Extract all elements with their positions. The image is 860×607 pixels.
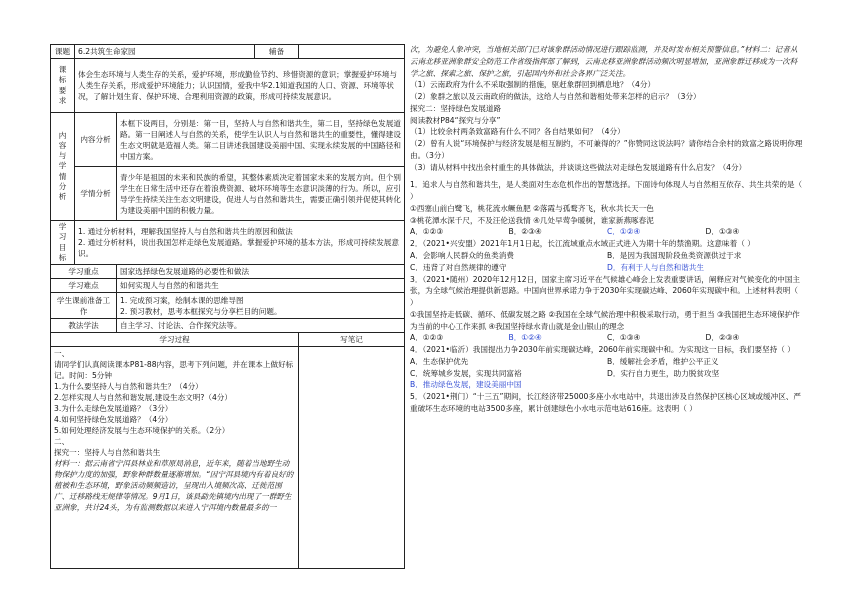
mc4-option-b: B．推动绿色发展，建设美丽中国 [410,380,522,390]
content-analysis-label: 内容分析 [75,113,117,167]
mc1-options [410,226,804,238]
mc4-option-d: D．实行自力更生，助力脱贫攻坚 [607,368,720,378]
preparation-item: 1. 完成预习案，绘制本课的思维导图 [120,295,244,305]
analysis-label: 内容与学情分析 [51,113,75,221]
mc1-option-a: A．①②③ [410,227,444,237]
mc3-option-a: A．①②③ [410,333,444,343]
mc4-option-c: C．统筹城乡发展，实现共同富裕 [410,368,522,378]
mc1-statements-b: ③桃花潭水深千尺，不及汪伦送我情 ④几处早莺争暖树，谁家新燕啄春泥 [410,215,654,225]
process-line: 1.为什么要坚持人与自然和谐共生？（4分） [54,382,203,391]
mc2-option-a: A．会影响人民群众的鱼类消费 [410,251,514,261]
mc4-option-b-alt: B．缓解社会矛盾，维护公平正义 [607,356,719,366]
preparation-list [117,293,405,319]
process-line: 3.为什么走绿色发展道路？（3分） [54,404,173,413]
objective-item: 2. 通过分析材料，说出我国怎样走绿色发展道路。掌握爱护环境的基本方法，形成可持续发展意识。 [78,238,399,258]
process-line: 2.怎样实现人与自然和谐发展,建设生态文明?（4分） [54,393,232,402]
mc2-options-row1 [410,250,804,262]
lesson-plan-table [50,44,404,564]
mc4-options-row2 [410,368,804,380]
mc1-option-c: C．①②④ [607,227,641,237]
objectives-label: 学习目标 [51,221,75,265]
mc3-option-d: D．②③④ [705,333,740,343]
process-line: 二、 [54,437,70,446]
process-line: 5.如何处理经济发展与生态环境保护的关系。（2分） [54,426,230,435]
mc1-stem: 1．追求人与自然和谐共生，是人类面对生态危机作出的智慧选择。下面诗句体现人与自然相互依存、共生共荣的是（ ） [410,180,803,202]
question-2: （2）象群之旅以及云南政府的做法，这给人与自然和谐相处带来怎样的启示？（3分） [410,92,701,102]
preparation-item: 2. 预习教材，思考本框探究与分享栏目的问题。 [120,306,282,316]
inquiry-2-reading: 阅读教材P84“探究与分享” [410,115,501,125]
material-continued: 次，为避免人象冲突，当地相关部门已对该象群活动情况进行跟踪监测，并及时发布相关预警信息。”材料二：记者从云南北移亚洲象群安全防范工作省级指挥部了解到，云南北移亚洲象群活动频次明显增加，亚洲象群迁移成为一次科学之旅、探索之旅、保护之旅，引起国内外和社会各界广泛关注。 [410,45,798,78]
lesson-title: 6.2共筑生命家园 [75,45,255,59]
process-line: 请同学们认真阅读课本P81-88内容，思考下列问题，并在课本上做好标记。时间：5分钟 [54,360,294,380]
mc4-options-row1 [410,356,804,368]
objectives-list [75,221,405,265]
mc3-statements: ①我国坚持走低碳、循环、低碳发展之路 ②我国在全球气候治理中积极采取行动，勇于担当 ③我国把生态环境保护作为当前的中心工作来抓 ④我国坚持绿水青山就是金山银山的理念 [410,309,800,331]
difficulty-label: 学习难点 [51,279,117,293]
mc3-stem: 3．（2021•随州）2020年12月12日，国家主席习近平在气候雄心峰会上发表重要讲话，阐释应对气候变化的中国主张，为全球气候治理提供新思路。中国向世界承诺力争于2030年实现碳达峰、2060年实现碳中和。上述材料表明（ ） [410,274,801,308]
curriculum-label: 课标要求 [51,59,75,113]
mc2-option-d: D．有利于人与自然和谐共生 [607,262,704,272]
process-header: 学习过程 [51,333,299,347]
mc2-option-b: B．是因为我国现阶段鱼类资源供过于求 [607,251,742,261]
question-1: （1）云南政府为什么不采取强制的措施，驱赶象群回到栖息地？（4分） [410,80,656,90]
inquiry-question-1: （1）比较余村两条致富路有什么不同？各自结果如何？（4分） [410,127,625,137]
mc4-option-a: A．生态保护优先 [410,356,469,366]
methods-text: 自主学习、讨论法、合作探究法等。 [117,319,405,333]
process-content [51,347,299,569]
notes-area [299,347,405,569]
mc1-statements-a: ①西塞山前白鹭飞，桃花流水鳜鱼肥 ②落霞与孤鹜齐飞，秋水共长天一色 [410,203,654,213]
right-column [410,44,804,415]
content-analysis-text: 本框下设两目，分别是：第一目，坚持人与自然和谐共生，第二目，坚持绿色发展道路。第一目阐述人与自然的关系，使学生认识人与自然和谐共生的重要性，懂得建设生态文明就是造福人类。第二目讲述我国建设美丽中国、实现永续发展的中国路径和中国方案。 [117,113,405,167]
methods-label: 教法学法 [51,319,117,333]
student-analysis-label: 学情分析 [75,167,117,221]
process-line: 探究一：坚持人与自然和谐共生 [54,448,161,457]
preparation-label: 学生课前准备工作 [51,293,117,319]
curriculum-text: 体会生态环境与人类生存的关系，爱护环境，形成勤俭节约、珍惜资源的意识；掌握爱护环境与人类生存关系，形成爱护环境能力；认识国情，爱我中华2.1知道我国的人口、资源、环境等状况，了解计划生育、保护环境、合理利用资源的政策，形成可持续发展意识。 [75,59,405,113]
mc3-option-c: C．①③④ [607,333,641,343]
inquiry-2-title: 探究二：坚持绿色发展道路 [410,103,502,113]
mc3-option-b: B．①②④ [508,333,542,343]
assist-label: 辅备 [255,45,299,59]
student-analysis-text: 青少年是祖国的未来和民族的希望，其整体素质决定着国家未来的发展方向。但个别学生在日常生活中还存在着浪费资源、破坏环境等生态意识淡薄的行为。所以，应引导学生持续关注生态文明建设，促进人与自然和谐共生，需要正确引领并促使其转化为建设美丽中国的积极力量。 [117,167,405,221]
notes-header: 写笔记 [299,333,405,347]
key-point-label: 学习重点 [51,265,117,279]
mc5-stem: 5．（2021•荆门）“十三五”期间，长江经济带25000多座小水电站中，共退出涉及自然保护区核心区域或缓冲区、严重破坏生态环境的电站3500多座，累计创建绿色小水电示范电站616座。这表明（ ） [410,392,801,413]
process-line: 一、 [54,349,70,358]
mc2-stem: 2．（2021•兴安盟）2021年1月1日起，长江流域重点水域正式进入为期十年的禁渔期。这意味着（ ） [410,239,755,249]
mc1-option-d: D．①③④ [705,227,740,237]
inquiry-question-2: （2）曾有人说“环境保护与经济发展是相互制约，不可兼得的？”你赞同这说法吗？请你结合余村的致富之路说明你理由。（3分） [410,139,803,160]
objective-item: 1. 通过分析材料，理解我国坚持人与自然和谐共生的原因和做法 [78,227,293,236]
assist-value [299,45,405,59]
mc4-stem: 4．（2021•临沂）我国提出力争2030年前实现碳达峰，2060年前实现碳中和。为实现这一目标，我们要坚持（ ） [410,345,795,355]
mc3-options [410,332,804,344]
difficulty-text: 如何实现人与自然的和谐共生 [117,279,405,293]
material-one-text: 材料一：据云南省宁洱县林业和草原局消息，近年来，随着当地野生动物保护力度的加强，野象种群数量逐渐增加。“因宁洱县境内有着良好的植被和生态环境，野象活动频频造访，呈现出入境频次高、迁徙范围广、迁移路线无规律等情况。9月1日，该县勐先镇境内出现了一群野生亚洲象，共计24头，为有监测数据以来进入宁洱境内数量最多的一 [54,459,294,512]
process-line: 4.如何坚持绿色发展道路？（4分） [54,415,173,424]
mc1-option-b: B．②③④ [508,227,542,237]
title-label: 课题 [51,45,75,59]
mc2-option-c: C．违背了对自然规律的遵守 [410,262,507,272]
inquiry-question-3: （3）请从材料中找出余村重生的具体做法，并谈谈这些做法对走绿色发展道路有什么启发？（4分） [410,162,747,172]
key-point-text: 国家选择绿色发展道路的必要性和做法 [117,265,405,279]
mc2-options-row2 [410,262,804,274]
